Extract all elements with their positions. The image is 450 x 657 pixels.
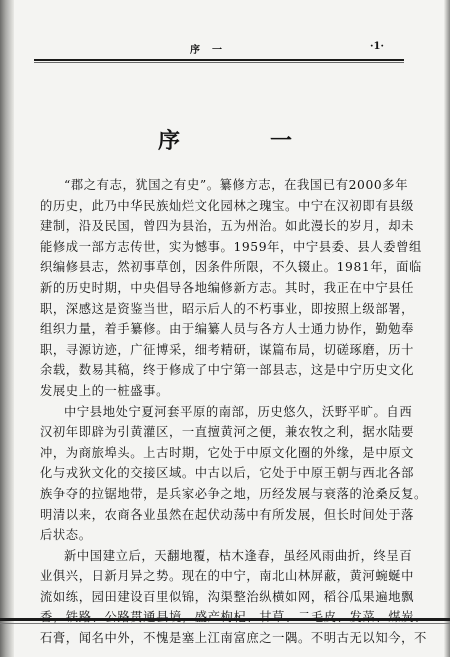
paragraph-first-line: “郡之有志，犹国之有史”。纂修方志，在我国已有2000多年 xyxy=(64,178,409,192)
paragraph-line: 的历史，此乃中华民族灿烂文化园林之瑰宝。中宁在汉初即有县级 xyxy=(40,198,415,213)
page-number: ·1· xyxy=(370,41,384,52)
paragraph-first-line: 中宁县地处宁夏河套平原的南部，历史悠久，沃野平旷。自西 xyxy=(64,404,413,419)
footer-rule-thin xyxy=(0,623,450,624)
footer-rule xyxy=(0,618,450,621)
paragraph-line: 能修成一部方志传世，实为憾事。1959年，中宁县委、县人委曾组 xyxy=(40,239,422,254)
paragraph-line: 余载，数易其稿，终于修成了中宁第一部县志，这是中宁历史文化 xyxy=(40,363,415,378)
paragraph-line: 流如练，园田建设百里似锦，沟渠整治纵横如网，稻谷瓜果遍地飘 xyxy=(40,589,415,604)
paragraph-line: 明清以来，农商各业虽然在起伏动荡中有所发展，但长时间处于落 xyxy=(40,507,415,522)
paragraph-line: 化与戎狄文化的交接区域。中古以后，它处于中原王朝与西北各部 xyxy=(40,466,415,481)
chapter-title: 序 一 xyxy=(157,128,326,154)
paragraph-line: 组织力量，着手纂修。由于编纂人员与各方人士通力协作，勤勉奉 xyxy=(40,322,415,337)
paragraph-line: 冲，为商旅埠头。上古时期，它处于中原文化圈的外缘，是中原文 xyxy=(40,445,415,460)
paragraph-line: 新的历史时期，中央倡导各地编修新方志。其时，我正在中宁县任 xyxy=(40,280,415,295)
header-rule-thin xyxy=(34,62,404,63)
paragraph-line: 建制，沿及民国，曾四为县治，五为州治。如此漫长的岁月，却未 xyxy=(40,219,415,234)
paragraph-first-line: 新中国建立后，天翻地覆，枯木逢春，虽经风雨曲折，终呈百 xyxy=(64,548,413,563)
paragraph-line: 业俱兴，日新月异之势。现在的中宁，南北山林屏蔽，黄河蜿蜒中 xyxy=(40,569,415,584)
paragraph-line: 石膏，闻名中外，不愧是塞上江南富庶之一隅。不明古无以知今，不 xyxy=(40,631,427,646)
paragraph-line: 职，深感这是资鉴当世，昭示后人的不朽事业，即按照上级部署， xyxy=(40,301,415,316)
paragraph-line: 族争夺的拉锯地带，是兵家必争之地，历经发展与衰落的沧桑反复。 xyxy=(40,486,427,501)
scan-edge-right xyxy=(444,0,450,657)
paragraph-line: 后状态。 xyxy=(40,528,92,543)
paragraph-line: 职，寻源访迹，广征博采，细考精研，谋篇布局，切磋琢磨，历十 xyxy=(40,342,415,357)
paragraph-line: 织编修县志，然初事草创，因条件所限，不久辍止。1981年，面临 xyxy=(40,260,422,275)
header-rule xyxy=(34,59,404,61)
running-header: 序 一 xyxy=(190,45,223,56)
paragraph-line: 汉初年即辟为引黄灌区，一直擅黄河之便，兼农牧之利，据水陆要 xyxy=(40,425,415,440)
scan-edge-left xyxy=(0,0,14,657)
paragraph-line: 发展史上的一桩盛事。 xyxy=(40,383,169,398)
body-text xyxy=(40,175,427,649)
